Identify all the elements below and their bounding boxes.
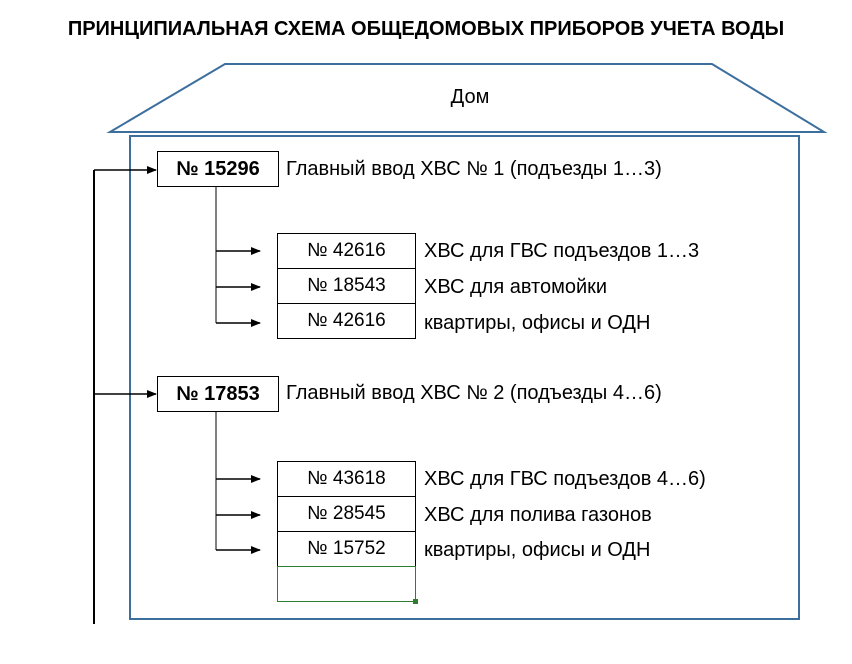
- submeter-2-1: № 43618: [277, 461, 416, 497]
- submeter-1-2: № 18543: [277, 268, 416, 304]
- main-meter-1: № 15296: [157, 151, 279, 187]
- submeter-2-3: № 15752: [277, 531, 416, 567]
- house-label: Дом: [450, 86, 490, 108]
- submeter-2-2-description: ХВС для полива газонов: [424, 504, 652, 526]
- submeter-2-3-description: квартиры, офисы и ОДН: [424, 539, 651, 561]
- submeter-2-2: № 28545: [277, 496, 416, 532]
- submeter-1-2-description: ХВС для автомойки: [424, 276, 608, 298]
- submeter-1-3: № 42616: [277, 303, 416, 339]
- page-title: ПРИНЦИПИАЛЬНАЯ СХЕМА ОБЩЕДОМОВЫХ ПРИБОРОВ УЧЕТА ВОДЫ: [67, 18, 785, 40]
- main-meter-1-description: Главный ввод ХВС № 1 (подъезды 1…3): [286, 158, 662, 180]
- fill-handle[interactable]: [413, 599, 418, 604]
- submeter-2-1-description: ХВС для ГВС подъездов 4…6): [424, 468, 706, 490]
- submeter-1-3-description: квартиры, офисы и ОДН: [424, 312, 651, 334]
- main-meter-2-description: Главный ввод ХВС № 2 (подъезды 4…6): [286, 382, 662, 404]
- submeter-1-1: № 42616: [277, 233, 416, 269]
- selected-empty-cell[interactable]: [277, 566, 416, 602]
- submeter-1-1-description: ХВС для ГВС подъездов 1…3: [424, 240, 700, 262]
- main-meter-2: № 17853: [157, 376, 279, 412]
